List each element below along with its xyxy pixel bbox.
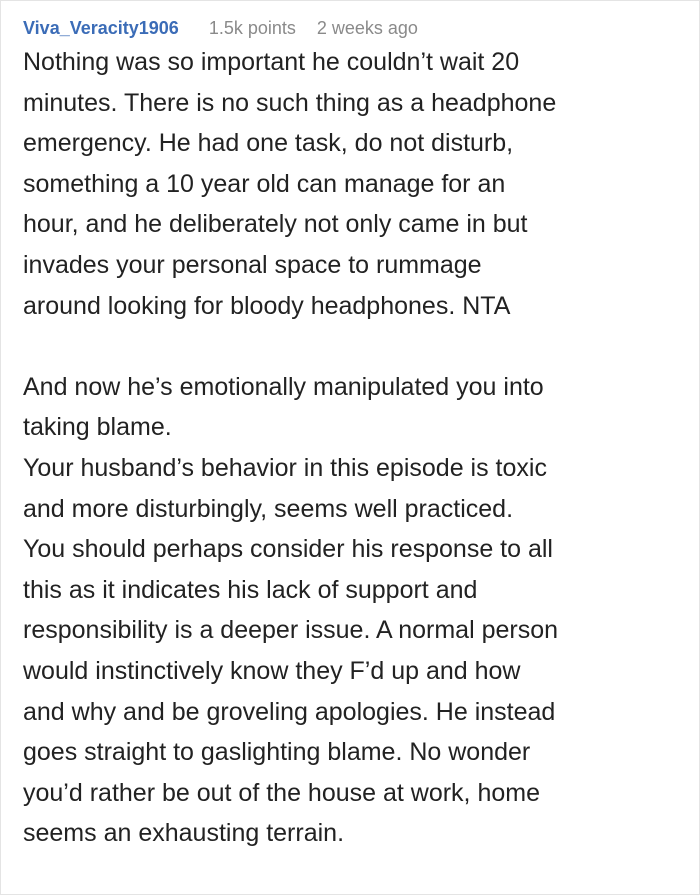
- comment-text-line: you’d rather be out of the house at work, home: [23, 778, 540, 807]
- comment-text-line: something a 10 year old can manage for an: [23, 169, 506, 198]
- comment-text-line: emergency. He had one task, do not disturb,: [23, 129, 514, 158]
- author-link[interactable]: Viva_Veracity1906: [23, 18, 179, 38]
- comment-text-line: and why and be groveling apologies. He instead: [23, 697, 556, 726]
- comment-text-line: and more disturbingly, seems well practiced.: [23, 494, 514, 523]
- comment-text-line: [23, 326, 558, 367]
- comment-text-line: this as it indicates his lack of support and: [23, 575, 478, 604]
- comment-text-line: seems an exhausting terrain.: [23, 819, 345, 848]
- comment-text-line: around looking for bloody headphones. NTA: [23, 291, 511, 320]
- comment-text-line: And now he’s emotionally manipulated you into: [23, 372, 544, 401]
- comment-text-line: Your husband’s behavior in this episode is toxic: [23, 453, 547, 482]
- comment-text-line: responsibility is a deeper issue. A normal person: [23, 616, 559, 645]
- comment-text-line: goes straight to gaslighting blame. No wonder: [23, 738, 531, 767]
- comment-body: [23, 42, 558, 854]
- comment-text-line: Nothing was so important he couldn’t wait 20: [23, 48, 520, 76]
- comment-header: [23, 18, 439, 39]
- comment-text-line: would instinctively know they F’d up and how: [23, 656, 521, 685]
- comment-text-line: invades your personal space to rummage: [23, 250, 482, 279]
- comment-text-line: You should perhaps consider his response to all: [23, 535, 553, 564]
- comment-text-line: taking blame.: [23, 413, 172, 442]
- comment-text-line: minutes. There is no such thing as a headphone: [23, 88, 557, 117]
- points-count: 1.5k points: [208, 18, 296, 38]
- comment-text-line: hour, and he deliberately not only came in but: [23, 210, 528, 239]
- timestamp: 2 weeks ago: [316, 18, 418, 38]
